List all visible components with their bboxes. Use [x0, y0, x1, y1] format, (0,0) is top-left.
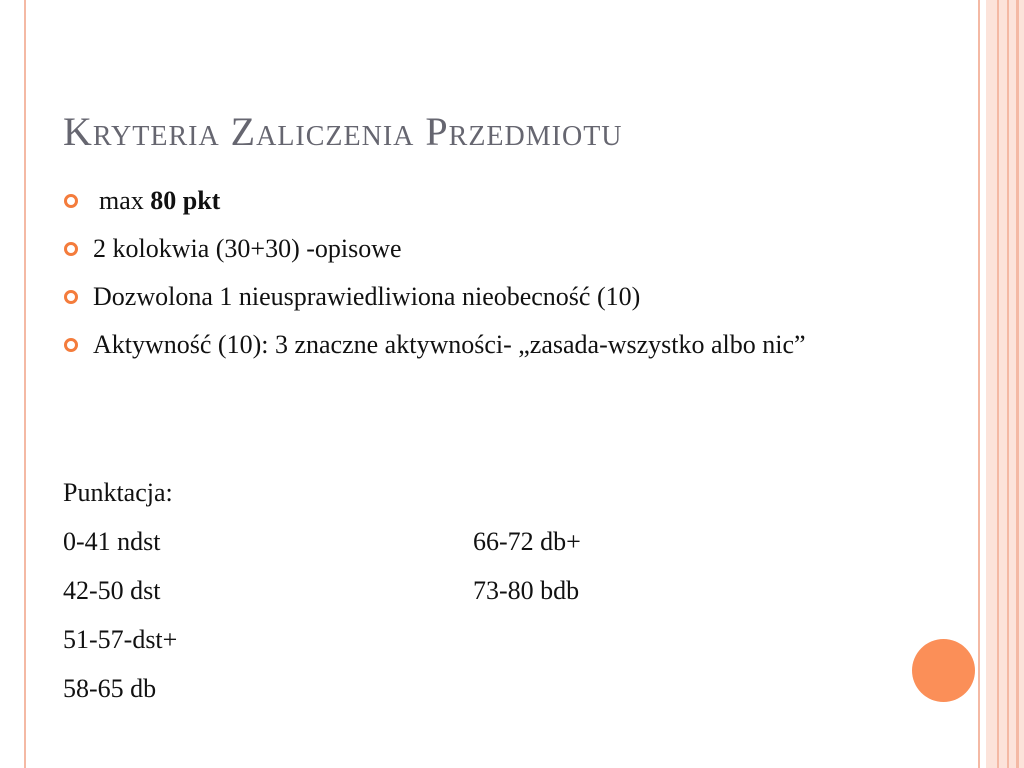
scoring-right: 73-80 bdb	[473, 576, 580, 605]
bullet-item-kolokwia	[63, 232, 943, 266]
scoring-row	[63, 522, 581, 571]
scoring-right: 66-72 db+	[473, 527, 581, 556]
scoring-row	[63, 669, 581, 718]
scoring-left: 0-41 ndst	[63, 527, 161, 556]
scoring-row	[63, 620, 581, 669]
scoring-heading: Punktacja:	[63, 478, 173, 507]
bullet-text-prefix: max	[99, 186, 151, 215]
frame-line-right-2	[997, 0, 999, 768]
bullet-text-bold: 80 pkt	[150, 186, 221, 215]
scoring-left: 51-57-dst+	[63, 625, 178, 654]
bullet-text: Dozwolona 1 nieusprawiedliwiona nieobecność (10)	[93, 282, 641, 311]
scoring-section	[63, 473, 581, 718]
scoring-left: 58-65 db	[63, 674, 157, 703]
frame-line-right-3	[1007, 0, 1009, 768]
bullet-list	[63, 184, 943, 376]
bullet-item-activity	[63, 328, 943, 362]
frame-line-right-4	[1016, 0, 1019, 768]
bullet-text: 2 kolokwia (30+30) -opisowe	[93, 234, 402, 263]
bullet-item-absence	[63, 280, 943, 314]
bullet-text: Aktywność (10): 3 znaczne aktywności- „zasada-wszystko albo nic”	[93, 330, 806, 359]
decorative-orb-icon	[912, 639, 975, 702]
frame-line-right	[978, 0, 980, 768]
scoring-row	[63, 571, 581, 620]
circle-bullet-icon	[64, 338, 78, 352]
circle-bullet-icon	[64, 290, 78, 304]
scoring-left: 42-50 dst	[63, 576, 161, 605]
circle-bullet-icon	[64, 194, 78, 208]
circle-bullet-icon	[64, 242, 78, 256]
slide-title: Kryteria Zaliczenia Przedmiotu	[63, 109, 623, 154]
frame-line-left	[24, 0, 26, 768]
bullet-item-max-points	[63, 184, 943, 218]
